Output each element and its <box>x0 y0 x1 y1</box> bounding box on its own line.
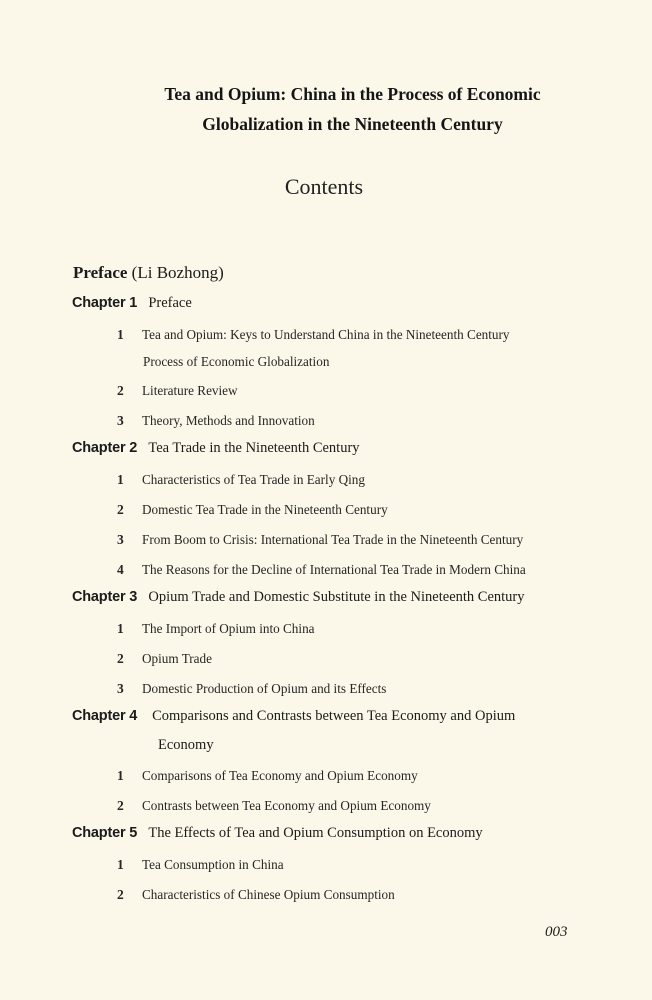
section-title: Literature Review <box>142 383 238 398</box>
chapter-3-section-1[interactable] <box>117 621 315 637</box>
section-number: 3 <box>117 681 124 696</box>
chapter-label: Chapter 3 <box>72 589 138 605</box>
preface-entry[interactable] <box>73 263 224 283</box>
section-number: 2 <box>117 887 124 902</box>
section-number: 1 <box>117 472 124 487</box>
section-title: From Boom to Crisis: International Tea Trade in the Nineteenth Century <box>142 532 524 547</box>
chapter-label: Chapter 5 <box>72 825 138 841</box>
chapter-2-section-2[interactable] <box>117 502 388 518</box>
chapter-2-section-4[interactable] <box>117 562 526 578</box>
chapter-3-entry[interactable] <box>72 589 525 606</box>
chapter-1-section-3[interactable] <box>117 413 315 429</box>
chapter-5-section-1[interactable] <box>117 857 284 873</box>
contents-heading: Contents <box>284 174 364 199</box>
section-number: 1 <box>117 768 124 783</box>
chapter-5-section-2[interactable] <box>117 887 395 903</box>
section-number: 2 <box>117 798 124 813</box>
preface-title: Preface <box>73 263 128 282</box>
page-number: 003 <box>545 924 568 940</box>
section-number: 2 <box>117 502 124 517</box>
chapter-4-title-continued <box>158 737 214 754</box>
chapter-1-entry[interactable] <box>72 295 192 312</box>
section-title: Theory, Methods and Innovation <box>142 413 315 428</box>
chapter-4-section-2[interactable] <box>117 798 431 814</box>
chapter-title: Comparisons and Contrasts between Tea Economy and Opium <box>152 708 516 724</box>
section-title: Opium Trade <box>142 651 212 666</box>
chapter-5-entry[interactable] <box>72 825 483 842</box>
chapter-title: The Effects of Tea and Opium Consumption on Economy <box>148 825 483 841</box>
section-title: Characteristics of Chinese Opium Consumption <box>142 887 395 902</box>
chapter-title: Opium Trade and Domestic Substitute in the Nineteenth Century <box>148 589 525 605</box>
section-title: The Import of Opium into China <box>142 621 315 636</box>
section-title: Contrasts between Tea Economy and Opium Economy <box>142 798 431 813</box>
chapter-2-section-1[interactable] <box>117 472 365 488</box>
chapter-1-section-1[interactable] <box>117 327 510 343</box>
section-number: 1 <box>117 857 124 872</box>
preface-author: (Li Bozhong) <box>131 263 224 282</box>
section-title: Tea Consumption in China <box>142 857 284 872</box>
book-title <box>0 79 652 139</box>
chapter-1-section-2[interactable] <box>117 383 238 399</box>
section-number: 2 <box>117 383 124 398</box>
chapter-2-entry[interactable] <box>72 440 360 457</box>
section-title: Domestic Tea Trade in the Nineteenth Century <box>142 502 388 517</box>
chapter-4-section-1[interactable] <box>117 768 418 784</box>
chapter-2-section-3[interactable] <box>117 532 523 548</box>
section-number: 1 <box>117 327 124 342</box>
section-title: Tea and Opium: Keys to Understand China in the Nineteenth Century <box>142 327 510 342</box>
section-number: 2 <box>117 651 124 666</box>
book-title-line-1: Tea and Opium: China in the Process of Economic <box>164 84 541 104</box>
section-title: The Reasons for the Decline of International Tea Trade in Modern China <box>142 562 526 577</box>
chapter-title-continued: Economy <box>158 737 214 753</box>
chapter-title: Preface <box>148 295 192 311</box>
chapter-label: Chapter 2 <box>72 440 138 456</box>
section-number: 3 <box>117 532 124 547</box>
chapter-label: Chapter 1 <box>72 295 138 311</box>
section-title: Characteristics of Tea Trade in Early Qing <box>142 472 365 487</box>
section-number: 4 <box>117 562 124 577</box>
section-title: Comparisons of Tea Economy and Opium Economy <box>142 768 418 783</box>
section-number: 3 <box>117 413 124 428</box>
book-title-line-2: Globalization in the Nineteenth Century <box>202 114 503 134</box>
chapter-title: Tea Trade in the Nineteenth Century <box>148 440 360 456</box>
chapter-1-section-1-continued: Process of Economic Globalization <box>143 354 330 369</box>
chapter-3-section-3[interactable] <box>117 681 386 697</box>
section-title: Domestic Production of Opium and its Effects <box>142 681 387 696</box>
section-number: 1 <box>117 621 124 636</box>
chapter-4-entry[interactable] <box>72 708 515 725</box>
chapter-3-section-2[interactable] <box>117 651 212 667</box>
chapter-label: Chapter 4 <box>72 708 138 724</box>
